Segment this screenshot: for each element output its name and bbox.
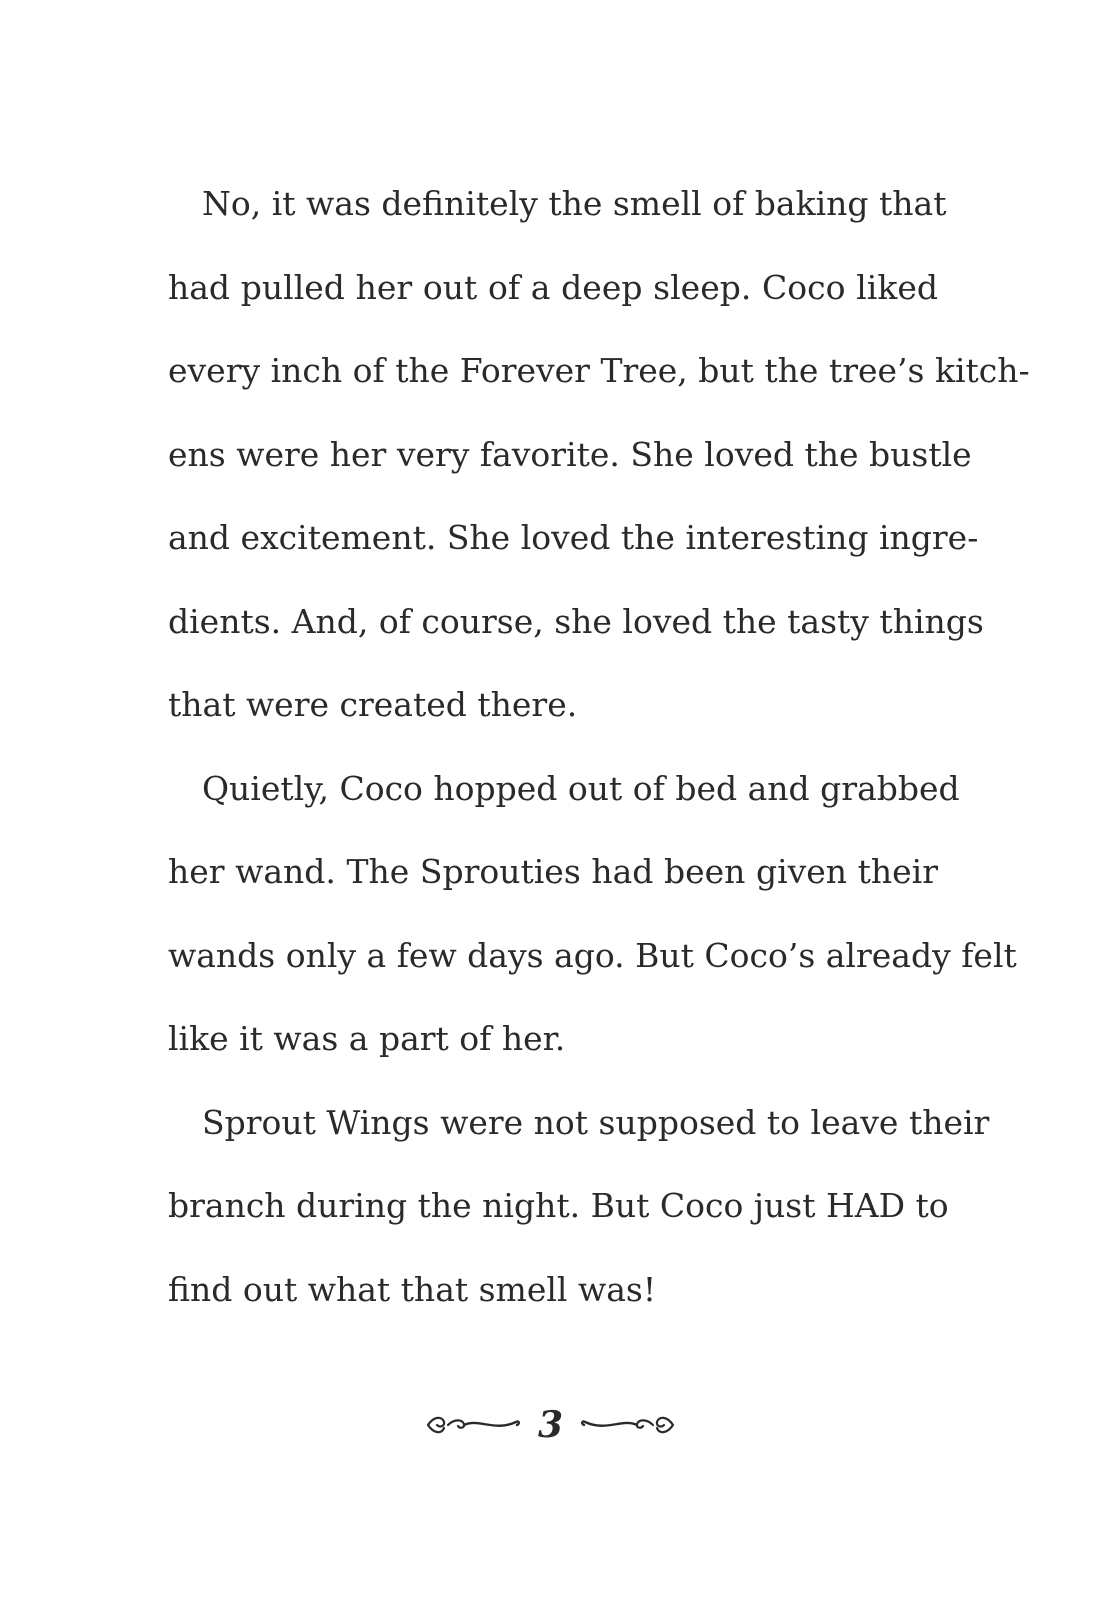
paragraph-1-line-5: and excitement. She loved the interesting ingre- [168,518,979,557]
paragraph-2-line-1: Quietly, Coco hopped out of bed and grabbed [202,768,960,808]
paragraph-1-line-6: dients. And, of course, she loved the tasty things [168,601,984,641]
paragraph-3-line-3: find out what that smell was! [168,1269,657,1309]
right-flourish-icon [577,1410,677,1440]
paragraph-3-line-2: branch during the night. But Coco just HAD to [168,1186,949,1225]
page-folio [0,1395,1101,1455]
paragraph-3-line-1: Sprout Wings were not supposed to leave their [202,1102,990,1142]
paragraph-2-line-3: wands only a few days ago. But Coco’s already felt [168,935,1017,975]
body-text [168,170,1030,1339]
paragraph-2-line-2: her wand. The Sprouties had been given their [168,852,938,891]
paragraph-1-line-3: every inch of the Forever Tree, but the tree’s kitch- [168,351,1030,390]
paragraph-1-line-7: that were created there. [168,685,578,724]
paragraph-1-line-4: ens were her very favorite. She loved the bustle [168,434,972,474]
paragraph-1-line-1: No, it was definitely the smell of baking that [202,184,947,223]
page-number: 3 [537,1404,564,1446]
paragraph-1-line-2: had pulled her out of a deep sleep. Coco liked [168,267,938,307]
left-flourish-icon [424,1410,524,1440]
paragraph-2-line-4: like it was a part of her. [168,1019,566,1058]
